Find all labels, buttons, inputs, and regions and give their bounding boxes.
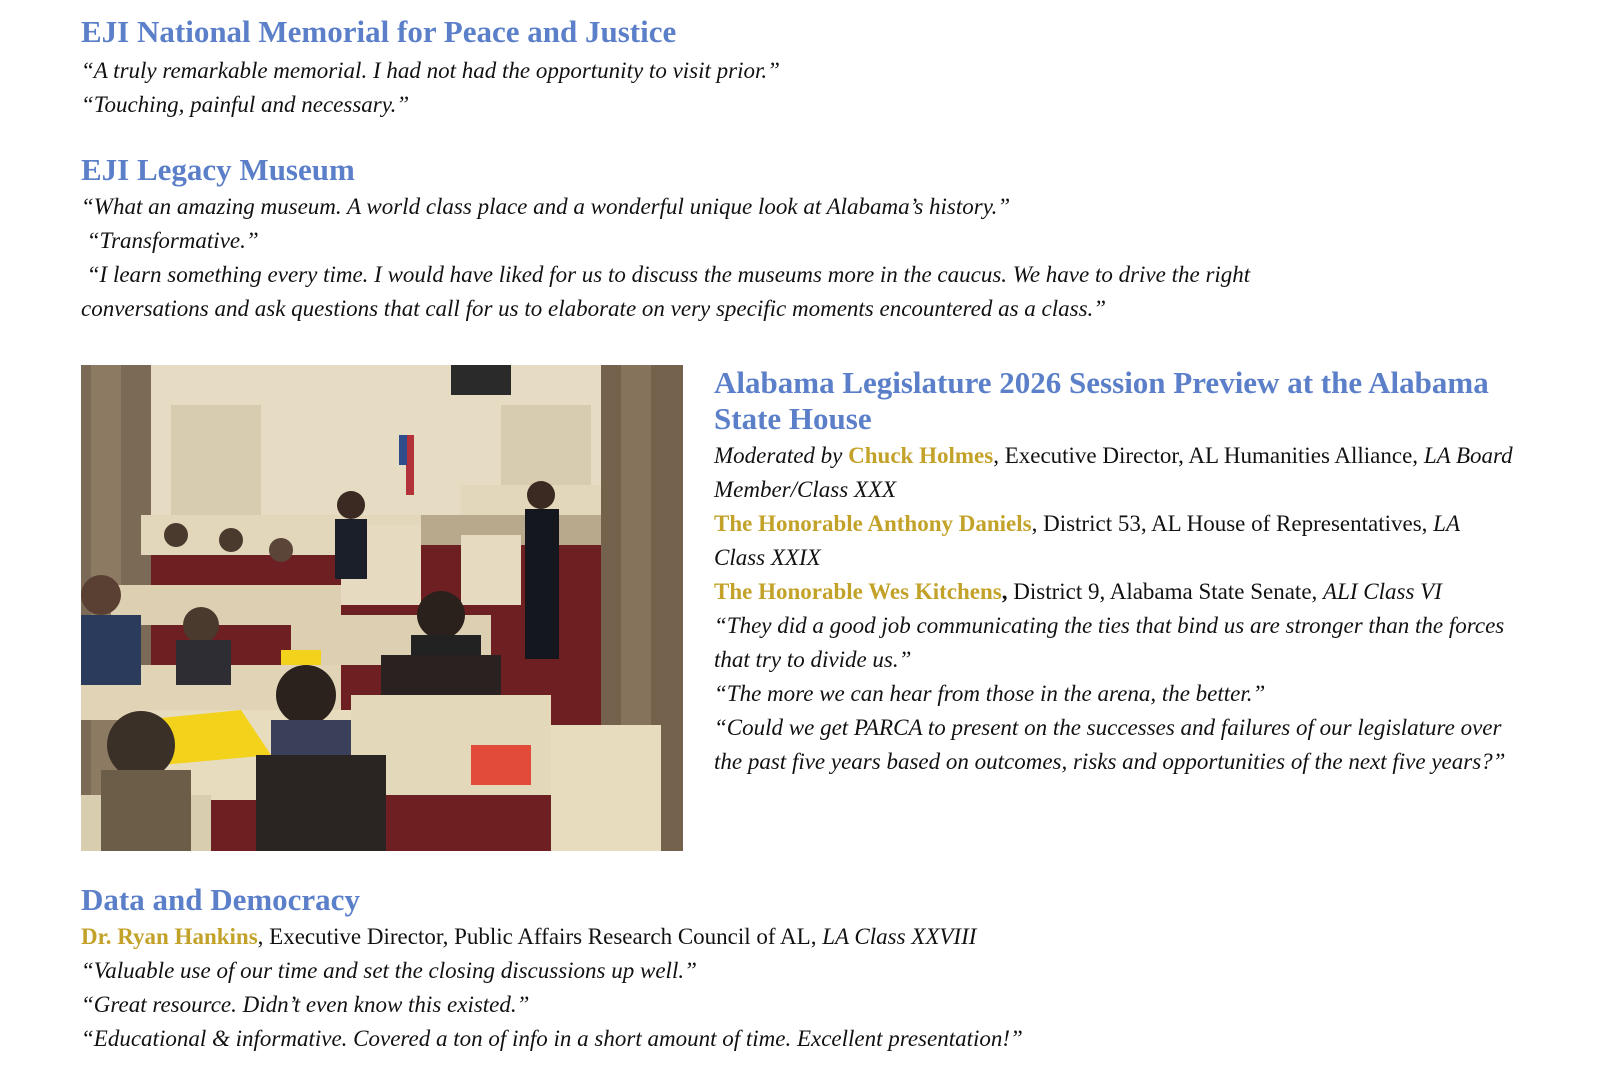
speaker-line: [81, 920, 1023, 954]
speaker-class: LA Class XXVIII: [822, 924, 977, 949]
state-house-chamber-photo: [81, 365, 683, 851]
speaker-name: The Honorable Wes Kitchens: [714, 579, 1002, 604]
quote: “Great resource. Didn’t even know this existed.”: [81, 992, 530, 1017]
speaker-name: Dr. Ryan Hankins: [81, 924, 258, 949]
section-title: EJI National Memorial for Peace and Justice: [81, 14, 677, 49]
speaker-desc: , District 53, AL House of Representatives,: [1031, 511, 1434, 536]
moderator-desc: , Executive Director, AL Humanities Alliance,: [993, 443, 1424, 468]
section-title: Data and Democracy: [81, 882, 360, 917]
section-title: EJI Legacy Museum: [81, 152, 355, 187]
section-legislature-preview: [714, 365, 1514, 779]
quote: “A truly remarkable memorial. I had not had the opportunity to visit prior.”: [81, 58, 780, 83]
speaker-desc: District 9, Alabama State Senate,: [1007, 579, 1324, 604]
section-title: Alabama Legislature 2026 Session Preview at the Alabama State House: [714, 365, 1489, 436]
quote: “They did a good job communicating the ties that bind us are stronger than the forces that try to divide us.”: [714, 613, 1505, 672]
speaker-desc: , Executive Director, Public Affairs Research Council of AL,: [257, 924, 823, 949]
section-eji-memorial: [81, 14, 780, 122]
section-data-and-democracy: [81, 882, 1023, 1056]
moderator-name: Chuck Holmes: [848, 443, 994, 468]
quote: “Valuable use of our time and set the closing discussions up well.”: [81, 958, 697, 983]
moderator-line: [714, 439, 1514, 507]
moderated-by-label: Moderated by: [714, 443, 849, 468]
speaker-class: LA Class XXIX: [714, 511, 1460, 570]
quote: “I learn something every time. I would have liked for us to discuss the museums more in the caucus. We have to drive the right: [81, 262, 1251, 287]
quote: “Educational & informative. Covered a ton of info in a short amount of time. Excellent presentation!”: [81, 1026, 1023, 1051]
quote: “What an amazing museum. A world class place and a wonderful unique look at Alabama’s history.”: [81, 194, 1011, 219]
speaker-line: [714, 575, 1514, 609]
quote: “The more we can hear from those in the arena, the better.”: [714, 681, 1266, 706]
quote: “Transformative.”: [81, 228, 259, 253]
speaker-line: [714, 507, 1514, 575]
speaker-comma: ,: [1001, 579, 1008, 604]
quote: “Touching, painful and necessary.”: [81, 92, 410, 117]
speaker-class: ALI Class VI: [1323, 579, 1442, 604]
section-eji-legacy-museum: [81, 152, 1250, 326]
speaker-name: The Honorable Anthony Daniels: [714, 511, 1032, 536]
moderator-class: LA Board Member/Class XXX: [714, 443, 1513, 502]
quote-continuation: conversations and ask questions that call for us to elaborate on very specific moments encountered as a class.”: [81, 296, 1107, 321]
quote: “Could we get PARCA to present on the successes and failures of our legislature over the past five years based on outcomes, risks and opportunities of the next five years?”: [714, 715, 1506, 774]
